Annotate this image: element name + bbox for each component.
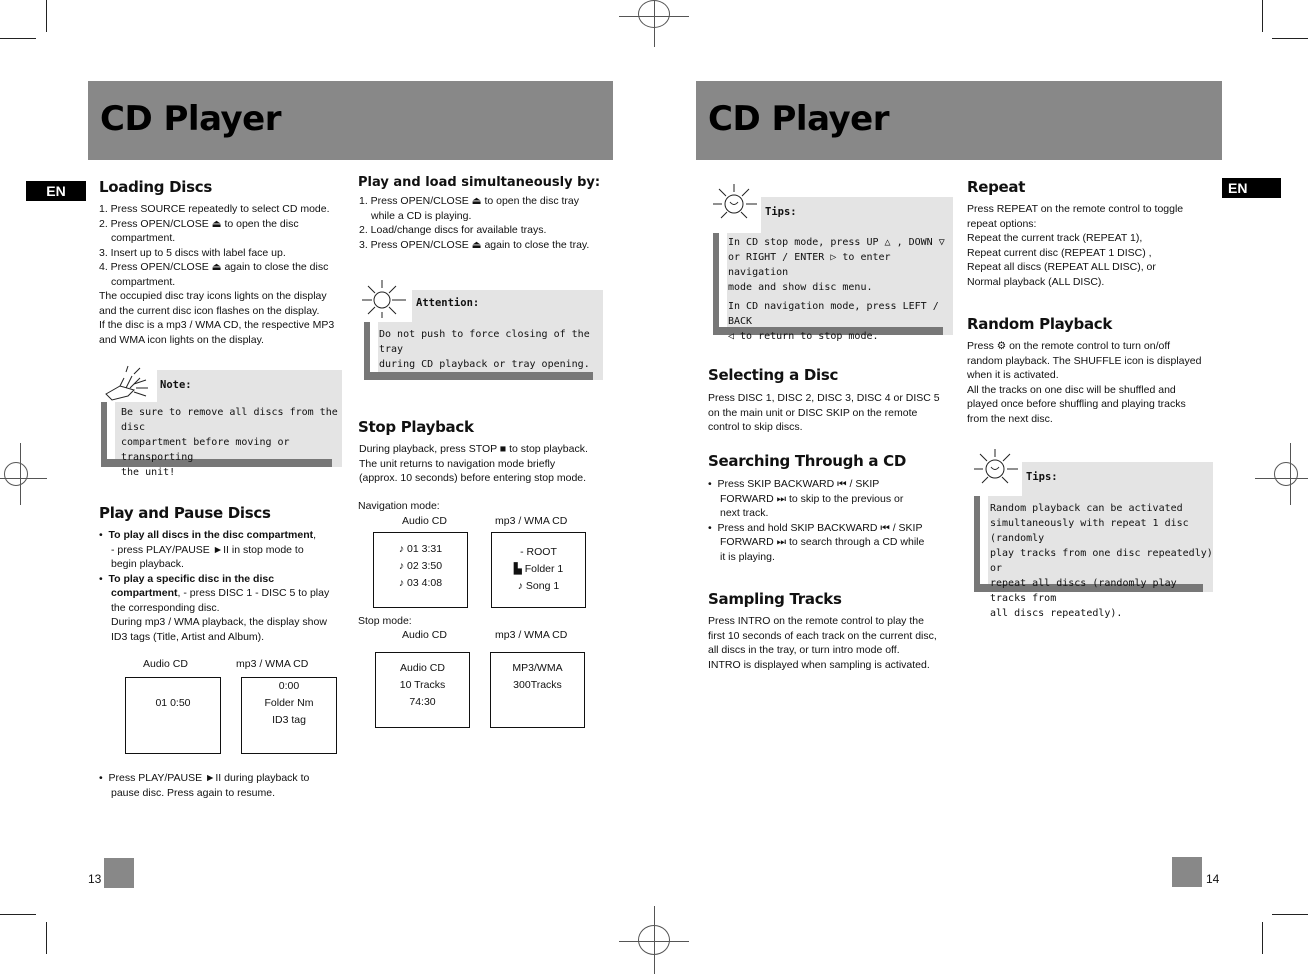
section-heading-play-load: Play and load simultaneously by: bbox=[358, 175, 601, 190]
section-heading-selecting-disc: Selecting a Disc bbox=[708, 366, 839, 384]
attention-icon bbox=[358, 276, 408, 318]
caption-mp3-cd: mp3 / WMA CD bbox=[495, 515, 568, 527]
para-line: and WMA icon lights on the display. bbox=[99, 333, 264, 346]
hand-note-icon bbox=[100, 364, 150, 406]
crop-mark bbox=[0, 38, 36, 39]
para-line: and the current disc icon flashes on the display. bbox=[99, 304, 320, 317]
para-line: If the disc is a mp3 / WMA CD, the respective MP3 bbox=[99, 319, 335, 331]
crop-mark bbox=[1262, 0, 1263, 32]
crop-mark bbox=[1272, 914, 1308, 915]
crop-mark bbox=[1262, 922, 1263, 954]
page-number: 14 bbox=[1206, 872, 1220, 886]
note-label: Note: bbox=[160, 379, 192, 391]
page-title: CD Player bbox=[100, 99, 281, 139]
step-line: 1. Press SOURCE repeatedly to select CD mode. bbox=[99, 203, 330, 215]
lightbulb-icon bbox=[709, 180, 759, 222]
page-number-tab bbox=[104, 858, 134, 888]
loading-steps bbox=[99, 202, 349, 347]
lcd-nav-mp3: - ROOT ▙ Folder 1 ♪ Song 1 bbox=[491, 532, 586, 608]
caption-audio-cd: Audio CD bbox=[402, 515, 447, 527]
caption-mp3-cd: mp3 / WMA CD bbox=[495, 629, 568, 641]
page-header-right bbox=[696, 81, 1222, 160]
page-number-tab bbox=[1172, 857, 1202, 887]
random-text: Press ⚙ on the remote control to turn on/off random playback. The SHUFFLE icon is displayed when it is activated. All the tracks on one disc will be shuffled and played once before shuffling and playing tracks from the next disc. bbox=[967, 340, 1202, 425]
stop-text: During playback, press STOP ■ to stop playback. The unit returns to navigation mode briefly (approx. 10 seconds) before entering stop mode. bbox=[359, 443, 588, 484]
caption-audio-cd: Audio CD bbox=[402, 629, 447, 641]
note-text: Be sure to remove all discs from the disc compartment before moving or transporting the unit! bbox=[121, 407, 338, 478]
registration-mark bbox=[4, 462, 28, 486]
page-header-left bbox=[88, 81, 613, 160]
tips-label: Tips: bbox=[765, 206, 797, 218]
registration-mark bbox=[1274, 462, 1298, 486]
crop-mark bbox=[1272, 38, 1308, 39]
step-line: 4. Press OPEN/CLOSE ⏏ again to close the disc bbox=[99, 261, 329, 273]
tips-label: Tips: bbox=[1026, 471, 1058, 483]
registration-mark bbox=[638, 0, 670, 28]
tips-text: In CD stop mode, press UP △ , DOWN ▽ or RIGHT / ENTER ▷ to enter navigation mode and show disc menu. In CD navigation mode, press LEFT / BACK ◁ to return to stop mode. bbox=[728, 237, 945, 342]
searching-text: • Press SKIP BACKWARD ⏮ / SKIP FORWARD ⏭ to skip to the previous or next track. • Press and hold SKIP BACKWARD ⏮ / SKIP FORWARD ⏭ to search through a CD while it is playing. bbox=[708, 478, 925, 563]
attention-text: Do not push to force closing of the tray during CD playback or tray opening. bbox=[379, 329, 590, 370]
crop-mark bbox=[46, 0, 47, 32]
crop-mark bbox=[46, 922, 47, 954]
step-line: 2. Press OPEN/CLOSE ⏏ to open the disc bbox=[99, 217, 299, 230]
lcd-stop-mp3: MP3/WMA 300Tracks bbox=[490, 652, 585, 728]
section-heading-searching: Searching Through a CD bbox=[708, 452, 906, 470]
lcd-display-mp3: 0:00 Folder Nm ID3 tag bbox=[241, 677, 337, 754]
pause-text: • Press PLAY/PAUSE ►II during playback to pause disc. Press again to resume. bbox=[99, 772, 310, 799]
play-pause-text: • To play all discs in the disc compartment, - press PLAY/PAUSE ►II in stop mode to begin playback. • To play a specific disc in the disc compartment, - press DISC 1 - DISC 5 to play the corresponding disc. During mp3 / WMA playback, the display show ID3 tags (Title, Artist and Album). bbox=[99, 529, 330, 643]
para-line: The occupied disc tray icons lights on the display bbox=[99, 290, 327, 302]
step-line: compartment. bbox=[111, 232, 176, 244]
nav-mode-label: Navigation mode: bbox=[358, 500, 440, 512]
lightbulb-icon bbox=[970, 445, 1020, 487]
language-badge: EN bbox=[26, 181, 86, 201]
section-heading-play-pause: Play and Pause Discs bbox=[99, 504, 271, 522]
lcd-display-audio: 01 0:50 bbox=[125, 677, 221, 754]
caption-mp3-cd: mp3 / WMA CD bbox=[236, 658, 309, 670]
section-heading-random: Random Playback bbox=[967, 315, 1113, 333]
repeat-text: Press REPEAT on the remote control to toggle repeat options: Repeat the current track (REPEAT 1), Repeat current disc (REPEAT 1 DISC) , Repeat all discs (REPEAT ALL DISC), or Normal playback (ALL DISC). bbox=[967, 203, 1184, 288]
lcd-stop-audio: Audio CD 10 Tracks 74:30 bbox=[375, 652, 470, 728]
caption-audio-cd: Audio CD bbox=[143, 658, 188, 670]
crop-mark bbox=[0, 914, 36, 915]
lcd-nav-audio: ♪ 01 3:31 ♪ 02 3:50 ♪ 03 4:08 bbox=[373, 532, 468, 608]
tips-text: Random playback can be activated simultaneously with repeat 1 disc (randomly play tracks from one disc repeatedly) or repeat all discs (randomly play tracks from all discs repeatedly). bbox=[990, 503, 1213, 619]
section-heading-loading-discs: Loading Discs bbox=[99, 178, 212, 196]
play-load-steps: 1. Press OPEN/CLOSE ⏏ to open the disc tray while a CD is playing. 2. Load/change discs for available trays. 3. Press OPEN/CLOSE ⏏ again to close the tray. bbox=[359, 195, 590, 251]
section-heading-stop-playback: Stop Playback bbox=[358, 418, 474, 436]
step-line: 3. Insert up to 5 discs with label face up. bbox=[99, 246, 286, 259]
section-heading-repeat: Repeat bbox=[967, 178, 1026, 196]
step-line: compartment. bbox=[111, 275, 176, 288]
selecting-text: Press DISC 1, DISC 2, DISC 3, DISC 4 or DISC 5 on the main unit or DISC SKIP on the remote control to skip discs. bbox=[708, 392, 940, 433]
page-number: 13 bbox=[88, 872, 102, 886]
language-badge: EN bbox=[1222, 178, 1281, 198]
sampling-text: Press INTRO on the remote control to play the first 10 seconds of each track on the current disc, all discs in the tray, or turn intro mode off. INTRO is displayed when sampling is activated. bbox=[708, 615, 937, 671]
page-title: CD Player bbox=[708, 99, 889, 139]
section-heading-sampling: Sampling Tracks bbox=[708, 590, 842, 608]
attention-label: Attention: bbox=[416, 297, 480, 309]
registration-mark bbox=[638, 925, 670, 955]
stop-mode-label: Stop mode: bbox=[358, 615, 412, 627]
